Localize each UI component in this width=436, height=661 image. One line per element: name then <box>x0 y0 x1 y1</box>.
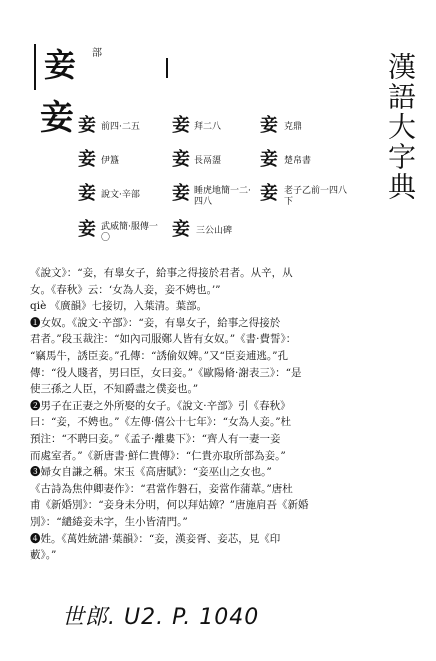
form-glyph: 妾 <box>172 115 190 136</box>
form-glyph: 妾 <box>260 115 278 136</box>
form-label: 克鼎 <box>284 122 303 132</box>
form-label: 伊簋 <box>101 156 120 166</box>
headword-variant: 妾 <box>40 98 74 138</box>
form-glyph: 妾 <box>78 149 96 170</box>
form-label: 老子乙前一四八下 <box>284 186 348 207</box>
text-line: ❸婦女自謙之稱。宋玉《高唐賦》：“妾巫山之女也。” <box>30 466 272 479</box>
form-glyph: 妾 <box>172 219 190 240</box>
form-label: 三公山碑 <box>196 226 233 236</box>
headword: 妾 <box>44 46 78 84</box>
text-line: ❷男子在正妻之外所娶的女子。《說文·䇂部》引《春秋》 <box>30 399 291 412</box>
text-line: ❹姓。《萬姓統譜·葉韻》：“妾，漢妾胥、妾芯，見《印 <box>30 532 281 545</box>
form-label: 武威簡·服傳一〇 <box>101 222 158 243</box>
headword-left-rule <box>34 44 36 90</box>
text-line: 使三孫之人臣，不知爵盡之僕妾也。” <box>30 383 199 396</box>
form-label: 睡虎地簡一二·四八 <box>194 186 251 207</box>
text-line: 曰：“妾，不娉也。”《左傳·僖公十七年》：“女為人妾。”杜 <box>30 416 292 429</box>
form-label: 楚帛書 <box>284 156 312 166</box>
form-label: 長鬲盨 <box>194 156 222 166</box>
text-line: 甫《新婚別》：“妾身未分明，何以拜姑嫜？”唐施肩吾《新婚 <box>30 499 309 512</box>
text-line: “竊馬牛，誘臣妾。”孔傳：“誘偷奴婢。”又“臣妾逋逃。”孔 <box>30 349 288 362</box>
form-glyph: 妾 <box>78 219 96 240</box>
text-line: 別》：“繾綣妾未字，生小皆清門。” <box>30 515 188 528</box>
form-glyph: 妾 <box>78 115 96 136</box>
text-line: 《古詩為焦仲卿妻作》：“君當作磐石，妾當作蒲葦。”唐杜 <box>30 482 293 495</box>
text-line: 女。《春秋》云：‘女為人妾，妾不娉也。’” <box>30 283 221 296</box>
form-glyph: 妾 <box>260 149 278 170</box>
dictionary-title: 漢語大字典 <box>384 52 417 202</box>
text-line: 藪》。” <box>30 549 57 562</box>
form-label: 拜二八 <box>194 122 222 132</box>
headword-right-rule <box>166 58 168 78</box>
text-line: 君者。”段玉裁注：“如內司服鄭人皆有女奴。”《書·費誓》： <box>30 333 297 346</box>
text-line: qiè 《廣韻》七接切，入葉清。葉部。 <box>30 300 208 313</box>
text-line: ❶女奴。《說文·䇂部》：“妾，有辠女子，給事之得接於 <box>30 316 281 329</box>
text-line: 而處室者。”《新唐書·鮮仁貴傳》：“仁貴亦取所部為妾。” <box>30 449 286 462</box>
form-label: 說文·辛部 <box>101 190 140 200</box>
text-line: 預注：“不聘曰妾。”《孟子·離婁下》：“齊人有一妻一妾 <box>30 432 281 445</box>
form-glyph: 妾 <box>172 183 190 204</box>
form-glyph: 妾 <box>260 183 278 204</box>
text-line: 傳：“役人賤者，男曰臣，女曰妾。”《歐陽脩·謝表三》：“是 <box>30 366 302 379</box>
handwritten-annotation: 世郎. U2. P. 1040 <box>62 605 260 630</box>
radical-note: 部 <box>92 48 102 59</box>
form-label: 前四·二五 <box>101 122 140 132</box>
text-line: 《說文》：“妾，有辠女子，給事之得接於君者。从䇂，从 <box>30 267 293 279</box>
definition-text <box>30 265 370 564</box>
form-glyph: 妾 <box>172 149 190 170</box>
form-glyph: 妾 <box>78 183 96 204</box>
